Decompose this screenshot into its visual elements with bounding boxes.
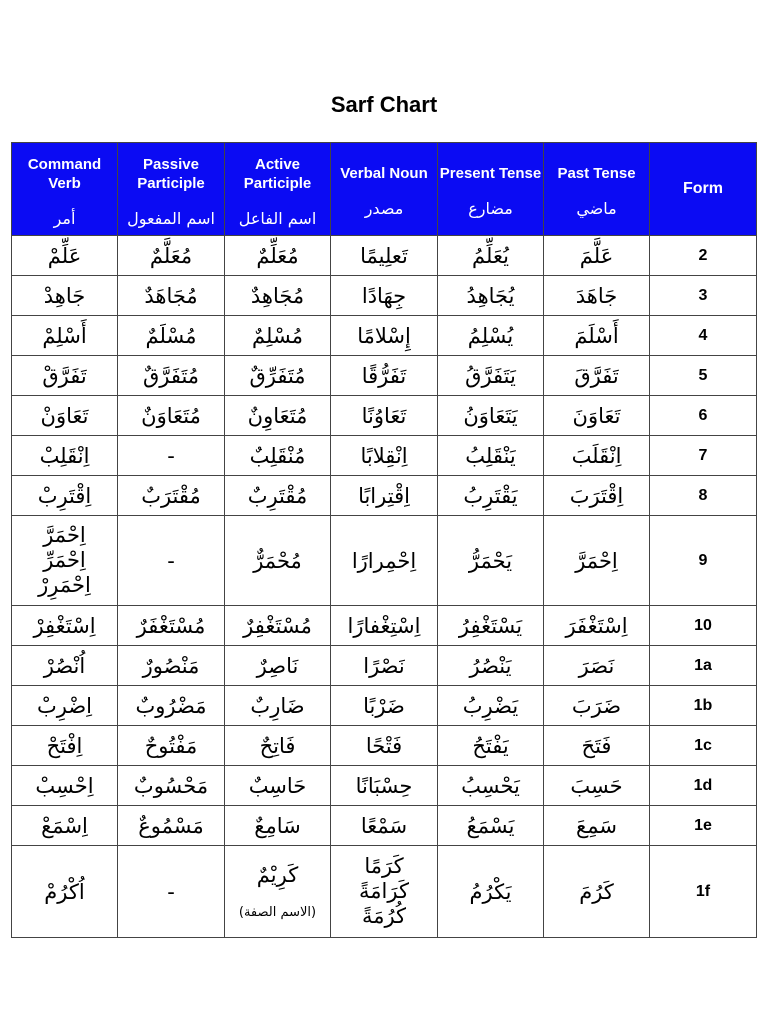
arabic-word: اِنْقِلابًا [360,443,408,468]
arabic-word: ضَرَبَ [571,693,622,718]
cell-present-tense [438,516,544,606]
cell-present-tense [438,436,544,476]
cell-past-tense [544,476,650,516]
arabic-word: اِنْقَلَبَ [571,443,622,468]
cell-command-verb [12,516,118,606]
cell-form: 2 [650,236,757,276]
cell-verbal-noun [331,276,438,316]
arabic-word: يَتَعَاوَنُ [463,403,518,428]
arabic-word: اُنْصُرْ [43,653,86,678]
arabic-word: تَعلِيمًا [360,243,408,268]
arabic-word: مُنْقَلِبٌ [249,443,306,468]
cell-verbal-noun [331,236,438,276]
cell-command-verb [12,726,118,766]
header-label-ar: اسم الفاعل [238,208,317,228]
cell-present-tense [438,606,544,646]
cell-active-participle [225,436,331,476]
cell-past-tense [544,236,650,276]
table-row [12,846,757,938]
cell-verbal-noun [331,396,438,436]
arabic-word: كُرُمَةً [361,904,407,928]
cell-passive-participle [118,726,225,766]
arabic-word: يَسْتَغْفِرُ [458,613,523,638]
arabic-word: مَسْمُوعٌ [138,813,204,838]
cell-active-participle [225,806,331,846]
arabic-word: يَسْمَعُ [466,813,515,838]
cell-verbal-noun [331,646,438,686]
cell-verbal-noun [331,516,438,606]
arabic-word: مُجَاهِدٌ [250,283,305,308]
cell-command-verb [12,686,118,726]
arabic-word: اِحْسِبْ [35,773,94,798]
cell-passive-participle [118,516,225,606]
cell-form: 1e [650,806,757,846]
arabic-word: مُسْلَمٌ [145,323,197,348]
arabic-word: حَسِبَ [570,773,623,798]
table-row [12,606,757,646]
arabic-word: مُجَاهَدٌ [144,283,198,308]
cell-command-verb [12,236,118,276]
arabic-word: مُقْتَرَبٌ [141,483,201,508]
cell-passive-participle [118,316,225,356]
header-active-participle [225,143,331,236]
header-row [12,143,757,236]
arabic-word: تَعَاوُنًا [361,403,407,428]
sarf-chart-table [11,142,757,938]
arabic-word: نَصْرًا [363,653,405,678]
arabic-word: يَقْتَرِبُ [463,483,518,508]
cell-active-participle [225,476,331,516]
arabic-word: جَاهِدْ [43,283,86,308]
arabic-word: مُحْمَرٌّ [253,548,302,573]
header-label-en: Form [683,180,723,197]
cell-present-tense [438,686,544,726]
cell-present-tense [438,846,544,938]
arabic-word: يُجَاهِدُ [466,283,515,308]
arabic-word: اِسْتَغْفَرَ [565,613,628,638]
cell-past-tense [544,516,650,606]
cell-passive-participle [118,766,225,806]
arabic-word: تَفَرَّقَ [574,363,619,388]
arabic-word: اِقْتِرابًا [358,483,410,508]
cell-active-participle [225,396,331,436]
arabic-word: يَنْصُرُ [469,653,512,678]
cell-verbal-noun [331,606,438,646]
cell-form: 1d [650,766,757,806]
cell-passive-participle [118,606,225,646]
arabic-word: مُتَعَاوِنٌ [247,403,308,428]
arabic-word: مُسْتَغْفِرٌ [243,613,312,638]
arabic-word: اِسْتَغْفِرْ [33,613,96,638]
arabic-word: جَاهَدَ [575,283,618,308]
arabic-word: اِضْرِبْ [36,693,93,718]
arabic-word: نَاصِرٌ [256,653,299,678]
arabic-word: إِسْلامًا [357,323,411,348]
arabic-word: يَكْرُمُ [469,879,512,904]
cell-active-participle [225,236,331,276]
cell-past-tense [544,766,650,806]
cell-active-participle [225,356,331,396]
arabic-word: تَفَرُّقًا [361,363,407,388]
arabic-word: يَحْمَرُّ [468,548,513,573]
arabic-word: سَمِعَ [576,813,617,838]
arabic-word: اُكْرُمْ [44,879,85,904]
cell-form: 4 [650,316,757,356]
header-present-tense [438,143,544,236]
table-row [12,516,757,606]
arabic-word: عَلَّمَ [579,243,614,268]
arabic-word: ضَارِبٌ [250,693,305,718]
cell-past-tense [544,276,650,316]
cell-command-verb [12,606,118,646]
arabic-word: أَسْلَمَ [574,323,619,348]
arabic-word: - [167,548,175,573]
arabic-word: يَفْتَحُ [472,733,509,758]
cell-verbal-noun [331,436,438,476]
header-label-ar: اسم المفعول [127,208,215,228]
arabic-word: مُعَلِّمٌ [256,243,299,268]
cell-command-verb [12,766,118,806]
arabic-word: - [167,879,175,904]
cell-form: 5 [650,356,757,396]
cell-command-verb [12,316,118,356]
cell-verbal-noun [331,316,438,356]
cell-form: 7 [650,436,757,476]
header-label-en: Passive Participle [137,155,205,192]
arabic-word: كَرَمًا [364,854,404,878]
header-label-en: Past Tense [557,165,636,182]
header-label-ar: أمر [53,208,76,228]
table-row [12,396,757,436]
cell-past-tense [544,846,650,938]
table-row [12,436,757,476]
cell-form: 10 [650,606,757,646]
cell-past-tense [544,606,650,646]
arabic-word: حَاسِبٌ [248,773,307,798]
cell-present-tense [438,726,544,766]
cell-form: 1f [650,846,757,938]
cell-passive-participle [118,806,225,846]
cell-verbal-noun [331,766,438,806]
cell-verbal-noun [331,356,438,396]
cell-verbal-noun [331,476,438,516]
cell-present-tense [438,396,544,436]
cell-verbal-noun [331,806,438,846]
cell-past-tense [544,726,650,766]
cell-active-participle [225,276,331,316]
cell-command-verb [12,356,118,396]
arabic-word: اِقْتَرَبَ [569,483,624,508]
cell-command-verb [12,276,118,316]
arabic-word: - [167,443,175,468]
arabic-word: كَرُمَ [579,879,614,904]
cell-present-tense [438,476,544,516]
cell-verbal-noun [331,846,438,938]
header-label-en: Active Participle [243,155,312,192]
cell-active-participle [225,646,331,686]
cell-command-verb [12,396,118,436]
arabic-word: اِسْمَعْ [41,813,88,838]
arabic-word: مُقْتَرِبٌ [247,483,308,508]
cell-command-verb [12,846,118,938]
arabic-word: مُسْتَغْفَرٌ [136,613,206,638]
header-past-tense [544,143,650,236]
cell-passive-participle [118,646,225,686]
table-row [12,686,757,726]
cell-command-verb [12,476,118,516]
header-label-en: Command Verb [27,155,102,192]
cell-past-tense [544,806,650,846]
arabic-word: اِفْتَحْ [46,733,83,758]
arabic-word: سَامِعٌ [254,813,301,838]
header-verbal-noun [331,143,438,236]
cell-active-participle [225,316,331,356]
arabic-word: أَسْلِمْ [42,323,87,348]
cell-active-participle [225,846,331,938]
cell-active-participle [225,726,331,766]
cell-past-tense [544,646,650,686]
cell-present-tense [438,276,544,316]
arabic-word: عَلِّمْ [47,243,82,268]
cell-past-tense [544,316,650,356]
arabic-word: مَحْسُوبٌ [133,773,209,798]
cell-form: 1c [650,726,757,766]
arabic-word: اِقْتَرِبْ [37,483,92,508]
arabic-word: كَرَامَةً [359,879,409,903]
cell-past-tense [544,396,650,436]
arabic-word: يَتَفَرَّقُ [465,363,516,388]
arabic-word: يُعَلِّمُ [472,243,509,268]
arabic-word: اِحْمَرِّ [43,548,86,572]
header-command-verb [12,143,118,236]
arabic-word: تَعَاوَنْ [40,403,89,428]
cell-active-participle [225,686,331,726]
arabic-word: مُتَعَاوَنٌ [141,403,201,428]
cell-passive-participle [118,396,225,436]
cell-passive-participle [118,356,225,396]
arabic-word: مُسْلِمٌ [252,323,303,348]
cell-past-tense [544,356,650,396]
cell-form: 9 [650,516,757,606]
cell-passive-participle [118,846,225,938]
cell-present-tense [438,236,544,276]
cell-form: 1a [650,646,757,686]
table-row [12,276,757,316]
arabic-word: مُعَلَّمٌ [149,243,193,268]
adjective-note: (الاسم الصفة) [238,905,317,920]
cell-past-tense [544,686,650,726]
cell-command-verb [12,806,118,846]
arabic-word: فَاتِحٌ [259,733,296,758]
arabic-word: اِحْمَرَّ [575,548,618,573]
arabic-word: تَعَاوَنَ [572,403,621,428]
arabic-word: اِسْتِغْفارًا [347,613,421,638]
arabic-word: يَنْقَلِبُ [465,443,516,468]
cell-passive-participle [118,276,225,316]
arabic-word: مَنْصُورٌ [142,653,200,678]
arabic-word: فَتْحًا [365,733,403,758]
cell-active-participle [225,766,331,806]
cell-present-tense [438,646,544,686]
arabic-word: نَصَرَ [578,653,615,678]
arabic-word: جِهَادًا [361,283,407,308]
header-label-en: Verbal Noun [340,165,428,182]
table-row [12,766,757,806]
page-title: Sarf Chart [330,92,438,117]
cell-command-verb [12,646,118,686]
arabic-word: مُتَفَرِّقٌ [249,363,306,388]
arabic-word: كَرِيْمٌ [256,863,299,887]
table-row [12,316,757,356]
header-label-ar: مضارع [468,199,513,218]
cell-command-verb [12,436,118,476]
arabic-word: يَضْرِبُ [462,693,519,718]
arabic-word: اِنْقَلِبْ [39,443,90,468]
table-row [12,646,757,686]
table-row [12,726,757,766]
header-passive-participle [118,143,225,236]
arabic-word: يَحْسِبُ [461,773,520,798]
cell-present-tense [438,316,544,356]
cell-passive-participle [118,436,225,476]
cell-passive-participle [118,476,225,516]
arabic-word: اِحْمِرارًا [351,548,417,573]
cell-present-tense [438,766,544,806]
cell-past-tense [544,436,650,476]
cell-form: 8 [650,476,757,516]
header-label-en: Present Tense [439,165,542,182]
arabic-word: اِحْمَرِرْ [38,573,91,597]
arabic-word: مَفْتُوحٌ [144,733,198,758]
cell-verbal-noun [331,686,438,726]
cell-present-tense [438,356,544,396]
header-label-ar: مصدر [364,199,404,218]
table-row [12,476,757,516]
table-row [12,236,757,276]
arabic-word: حِسْبَانًا [355,773,413,798]
cell-present-tense [438,806,544,846]
arabic-word: فَتَحَ [581,733,612,758]
arabic-word: سَمْعًا [360,813,408,838]
cell-active-participle [225,516,331,606]
arabic-word: يُسْلِمُ [467,323,514,348]
arabic-word: اِحْمَرَّ [43,523,86,547]
table-row [12,356,757,396]
cell-form: 3 [650,276,757,316]
cell-form: 1b [650,686,757,726]
arabic-word: مُتَفَرَّقٌ [142,363,200,388]
header-form [650,143,757,236]
header-label-ar: ماضي [576,199,617,218]
table-row [12,806,757,846]
cell-passive-participle [118,686,225,726]
cell-active-participle [225,606,331,646]
arabic-word: مَضْرُوبٌ [135,693,207,718]
cell-verbal-noun [331,726,438,766]
cell-form: 6 [650,396,757,436]
arabic-word: ضَرْبًا [363,693,405,718]
cell-passive-participle [118,236,225,276]
arabic-word: تَفَرَّقْ [42,363,87,388]
